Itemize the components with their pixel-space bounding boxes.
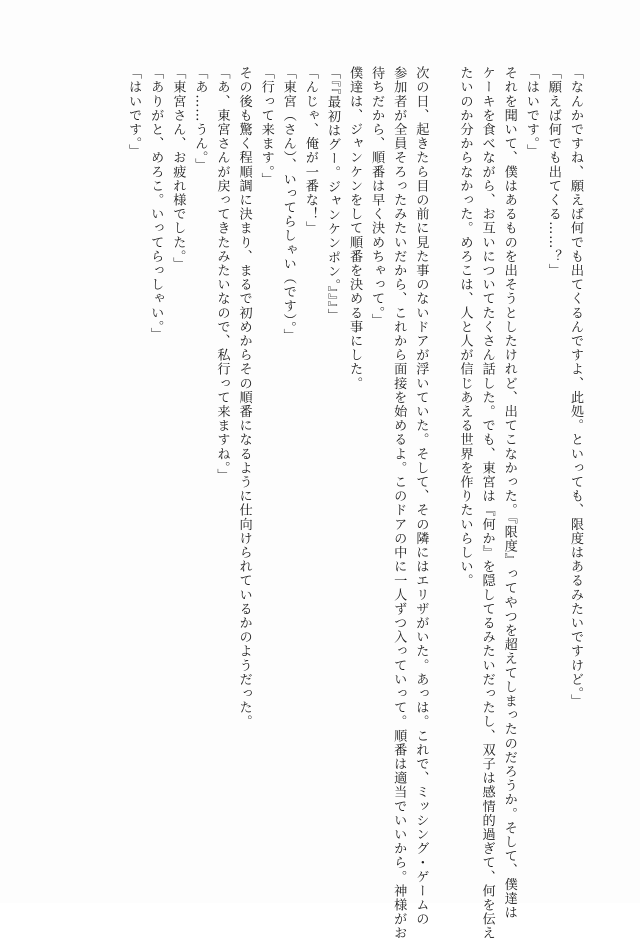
dialogue-line: 「東宮さん、お疲れ様でした。」	[170, 66, 186, 271]
narration-line: たいのか分からなかった。めろこは、人と人が信じあえる世界を作りたいらしい。	[457, 66, 473, 588]
dialogue-line: 「はいです。」	[126, 66, 142, 159]
dialogue-line: 「願えば何でも出てくる……？」	[545, 66, 561, 278]
narration-line: ケーキを食べながら、お互いについてたくさん話した。でも、東宮は『何か』を隠してるみたいだったし、双子は感情的過ぎて、何を伝え	[479, 66, 495, 940]
dialogue-line: 「んじゃ、俺が一番な！」	[302, 66, 318, 236]
body-text	[122, 66, 586, 940]
paragraph-break	[431, 66, 453, 726]
dialogue-line: 「はいです。」	[523, 66, 539, 159]
dialogue-line: 「あ……うん。」	[192, 66, 208, 173]
narration-line: 次の日、起きたら目の前に見た事のないドアが浮いていた。そして、その隣にはエリザがいた。あっは。これで、ミッシング・ゲームの	[413, 66, 429, 927]
dialogue-line: 「ありがと、めろこ。いってらっしゃい。」	[148, 66, 164, 342]
narration-line: 待ちだから、順番は早く決めちゃって。」	[369, 66, 385, 328]
dialogue-line: 「『『最初はグー。ジャンケンポン。』』』」	[324, 66, 340, 323]
narration-line: 参加者が全員そろったみたいだから、これから面接を始めるよ。このドアの中に一人ずつ入っていって。順番は適当でいいから。神様がお	[391, 66, 407, 940]
narration-line: それを聞いて、僕はあるものを出そうとしたけれど、出てこなかった。『限度』ってやつを超えてしまったのだろうか。そして、僕達は	[501, 66, 517, 920]
narration-line: 僕達は、ジャンケンをして順番を決める事にした。	[347, 66, 363, 391]
narration-line: その後も驚く程順調に決まり、まるで初めからその順番になるように仕向けられているかのようだった。	[236, 66, 252, 729]
dialogue-line: 「なんかですね、願えば何でも出てくるんですよ、此処。といっても、限度はあるみたいですけど。」	[568, 66, 583, 708]
dialogue-line: 「あ、東宮さんが戻ってきたみたいなので、私行って来ますね。」	[214, 66, 230, 483]
dialogue-line: 「行って来ます。」	[258, 66, 274, 187]
dialogue-line: 「東宮（さん）、いってらしゃい（です）。」	[280, 66, 296, 343]
